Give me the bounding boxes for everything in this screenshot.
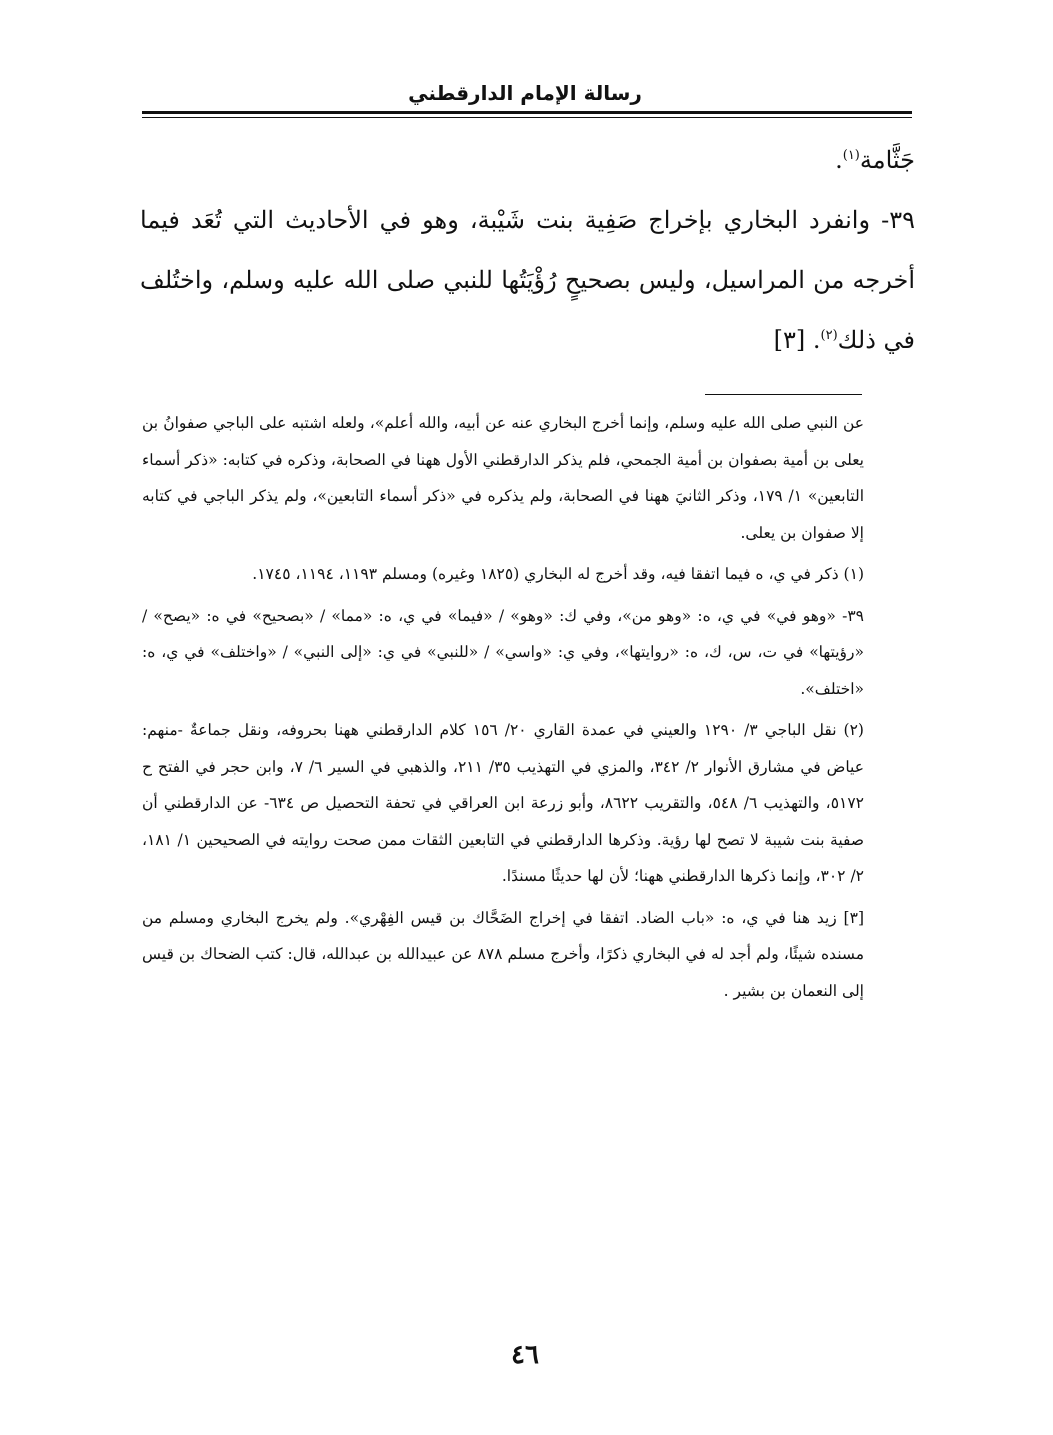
- variant-note-39: ٣٩- «وهو في» في ي، ه: «وهو من»، وفي ك: «وهو» / «فيما» في ي، ه: «مما» / «بصحيح» في ه: «يصح» / «رؤيتها» في ت، س، ك، ه: «روايتها»، وفي ي: «واسي» / «للنبي» في ي: «إلى النبي» / «واختلف» في ي، ه: «اختلف».: [142, 606, 864, 698]
- main-paragraph-1: [140, 130, 915, 190]
- header-rule-thin: [142, 117, 912, 118]
- main-paragraph-2-end: . [٣]: [773, 326, 821, 354]
- footnotes-block: [142, 405, 864, 1014]
- footnote-2: (٢) نقل الباجي ٣/ ١٢٩٠ والعيني في عمدة القاري ٢٠/ ١٥٦ كلام الدارقطني ههنا بحروفه، ونقل جماعةٌ -منهم: عياض في مشارق الأنوار ٢/ ٣٤٢، والمزي في التهذيب ٣٥/ ٢١١، والذهبي في السير ٦/ ٧، وابن حجر في الفتح ح ٥١٧٢، والتهذيب ٦/ ٥٤٨، والتقريب ٨٦٢٢، وأبو زرعة ابن العراقي في تحفة التحصيل ص ٦٣٤- عن الدارقطني أن صفية بنت شيبة لا تصح لها رؤية. وذكرها الدارقطني في التابعين الثقات ممن صحت روايته في الصحيحين ١/ ١٨١، ٢/ ٣٠٢، وإنما ذكرها الدارقطني ههنا؛ لأن لها حديثًا مسندًا.: [142, 721, 865, 885]
- main-paragraph-1-text: جَثَّامة: [859, 146, 915, 174]
- main-paragraph-1-end: .: [835, 146, 843, 174]
- main-paragraph-2-text: ٣٩- وانفرد البخاري بإخراج صَفِية بنت شَيْبة، وهو في الأحاديث التي تُعَد فيما أخرجه من المراسيل، وليس بصحيحٍ رُؤْيَتُها للنبي صلى الله عليه وسلم، واختُلف في ذلك: [140, 206, 915, 354]
- running-header-title: رسالة الإمام الدارقطني: [408, 81, 642, 105]
- main-paragraph-2: [140, 190, 915, 370]
- footnote-ref-2: (٢): [820, 328, 838, 343]
- footnote-ref-1: (١): [842, 148, 860, 163]
- footnote-1: (١) ذكر في ي، ه فيما اتفقا فيه، وقد أخرج له البخاري (١٨٢٥ وغيره) ومسلم ١١٩٣، ١١٩٤، ١٧٤٥.: [252, 565, 864, 583]
- footnote-separator: [705, 394, 862, 395]
- main-text-block: [140, 130, 915, 370]
- footnote-3: [٣] زيد هنا في ي، ه: «باب الضاد. اتفقا في إخراج الضَحَّاك بن قيس الفِهْري». ولم يخرج البخاري ومسلم من مسنده شيئًا، ولم أجد له في البخاري ذكرًا، وأخرج مسلم ٨٧٨ عن عبيدالله بن عبدالله، قال: كتب الضحاك بن قيس إلى النعمان بن بشير .: [142, 908, 865, 1000]
- page-number: ٤٦: [511, 1340, 539, 1370]
- footnote-carryover: عن النبي صلى الله عليه وسلم، وإنما أخرج البخاري عنه عن أبيه، والله أعلم»، ولعله اشتبه على الباجي صفوانُ بن يعلى بن أمية بصفوان بن أمية الجمحي، فلم يذكر الدارقطني الأول ههنا في الصحابة، وذكره في كتابه: «ذكر أسماء التابعين» ١/ ١٧٩، وذكر الثانيَ ههنا في الصحابة، ولم يذكره في «ذكر أسماء التابعين»، ولم يذكر الباجي في كتابه إلا صفوان بن يعلى.: [142, 414, 865, 542]
- header-rule-thick: [142, 111, 912, 114]
